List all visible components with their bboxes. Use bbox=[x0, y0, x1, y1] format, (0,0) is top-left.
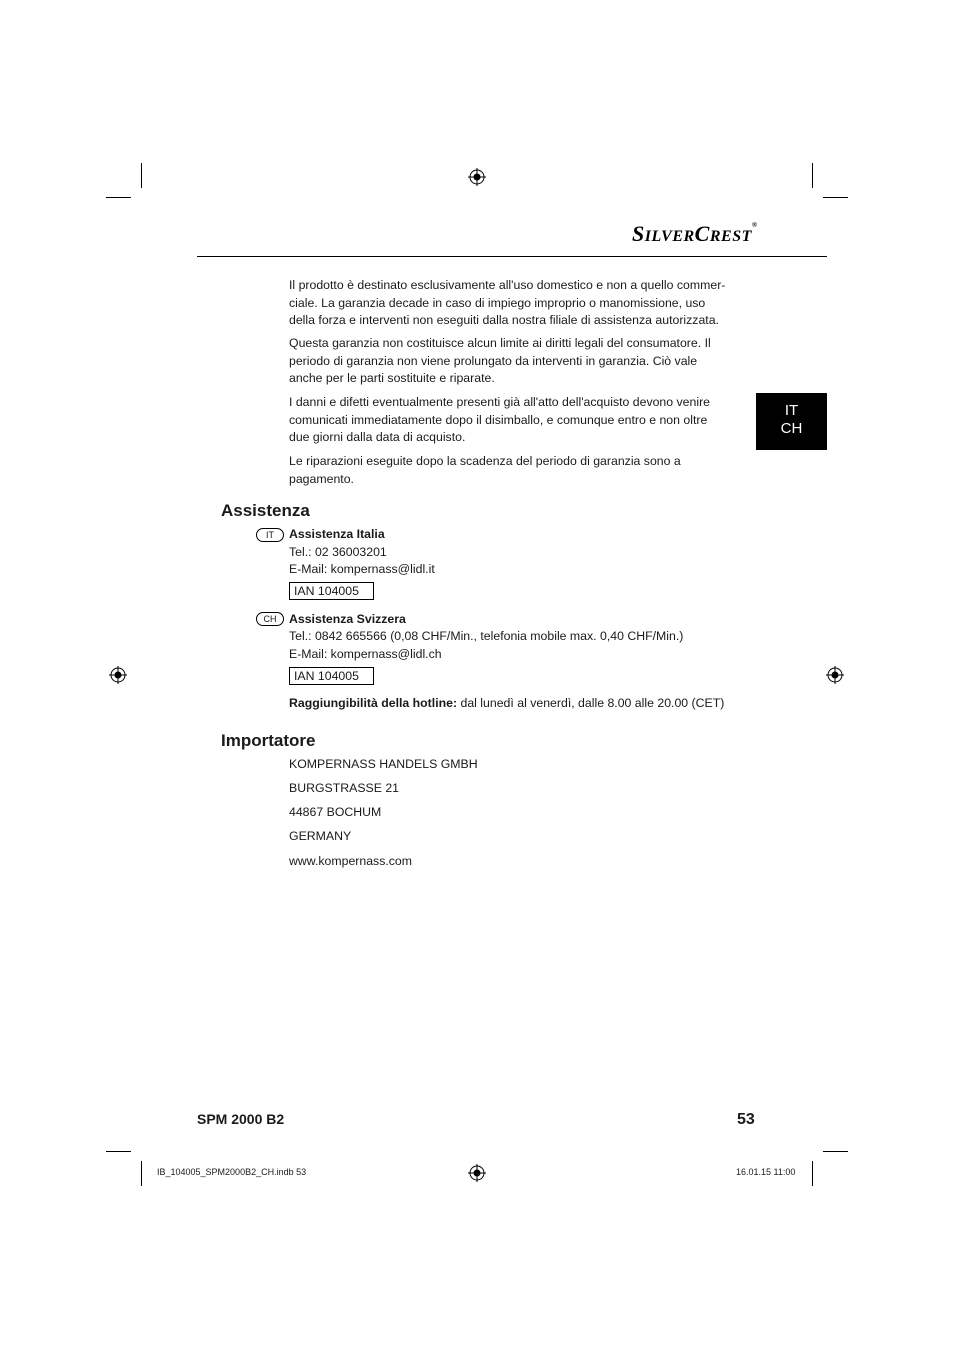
crop-mark bbox=[823, 1151, 848, 1152]
header-rule bbox=[197, 256, 827, 257]
crop-mark bbox=[812, 1161, 813, 1186]
importer-name: KOMPERNASS HANDELS GMBH bbox=[289, 757, 478, 771]
brand-logo: SILVERCREST® bbox=[632, 221, 758, 246]
country-badge-it: IT bbox=[256, 528, 284, 542]
service-email-italia: E-Mail: kompernass@lidl.it bbox=[289, 562, 435, 576]
section-heading-importatore: Importatore bbox=[221, 731, 316, 750]
crop-mark bbox=[823, 197, 848, 198]
service-phone-svizzera: Tel.: 0842 665566 (0,08 CHF/Min., telefonia mobile max. 0,40 CHF/Min.) bbox=[289, 629, 684, 643]
hotline-hours: dal lunedì al venerdì, dalle 8.00 alle 20.00 (CET) bbox=[457, 696, 725, 710]
country-badge-ch: CH bbox=[256, 612, 284, 626]
language-tab bbox=[756, 393, 827, 450]
service-title-svizzera: Assistenza Svizzera bbox=[289, 612, 406, 626]
crop-mark bbox=[141, 1161, 142, 1186]
importer-street: BURGSTRASSE 21 bbox=[289, 781, 400, 795]
section-heading-assistenza: Assistenza bbox=[221, 501, 310, 520]
registration-mark-icon bbox=[826, 666, 844, 684]
service-phone-italia: Tel.: 02 36003201 bbox=[289, 545, 387, 559]
warranty-paragraph: Il prodotto è destinato esclusivamente all'uso domestico e non a quello commer- ciale. La garanzia decade in caso di impiego improprio o manomissione, uso della forza e interventi non eseguiti dalla nostra filiale di assistenza autorizzata. bbox=[289, 278, 726, 328]
ian-box: IAN 104005 bbox=[289, 582, 374, 600]
crop-mark bbox=[141, 163, 142, 188]
registration-mark-icon bbox=[109, 666, 127, 684]
language-code-it: IT bbox=[784, 402, 799, 419]
warranty-paragraph: Le riparazioni eseguite dopo la scadenza del periodo di garanzia sono a pagamento. bbox=[289, 454, 681, 486]
hotline-availability bbox=[289, 696, 724, 710]
crop-mark bbox=[812, 163, 813, 188]
service-title-italia: Assistenza Italia bbox=[289, 527, 385, 541]
crop-mark bbox=[106, 197, 131, 198]
importer-country: GERMANY bbox=[289, 829, 352, 843]
print-slug-date: 16.01.15 11:00 bbox=[736, 1167, 796, 1177]
service-email-svizzera: E-Mail: kompernass@lidl.ch bbox=[289, 647, 442, 661]
warranty-paragraph: Questa garanzia non costituisce alcun limite ai diritti legali del consumatore. Il periodo di garanzia non viene prolungato da interventi in garanzia. Ciò vale anche per le parti sostituite e riparate. bbox=[289, 336, 711, 386]
warranty-paragraph: I danni e difetti eventualmente presenti già all'atto dell'acquisto devono venire comunicati immediatamente dopo il disimballo, e comunque entro e non oltre due giorni dalla data di acquisto. bbox=[289, 395, 711, 445]
language-code-ch: CH bbox=[780, 420, 803, 437]
registration-mark-icon bbox=[468, 1164, 486, 1182]
print-slug-file: IB_104005_SPM2000B2_CH.indb 53 bbox=[157, 1167, 307, 1177]
ian-box: IAN 104005 bbox=[289, 667, 374, 685]
footer-model: SPM 2000 B2 bbox=[197, 1111, 285, 1127]
registration-mark-icon bbox=[468, 168, 486, 186]
hotline-label: Raggiungibilità della hotline: bbox=[289, 696, 458, 710]
page-number: 53 bbox=[737, 1111, 755, 1128]
crop-mark bbox=[106, 1151, 131, 1152]
importer-city: 44867 BOCHUM bbox=[289, 805, 382, 819]
importer-website: www.kompernass.com bbox=[289, 854, 413, 868]
